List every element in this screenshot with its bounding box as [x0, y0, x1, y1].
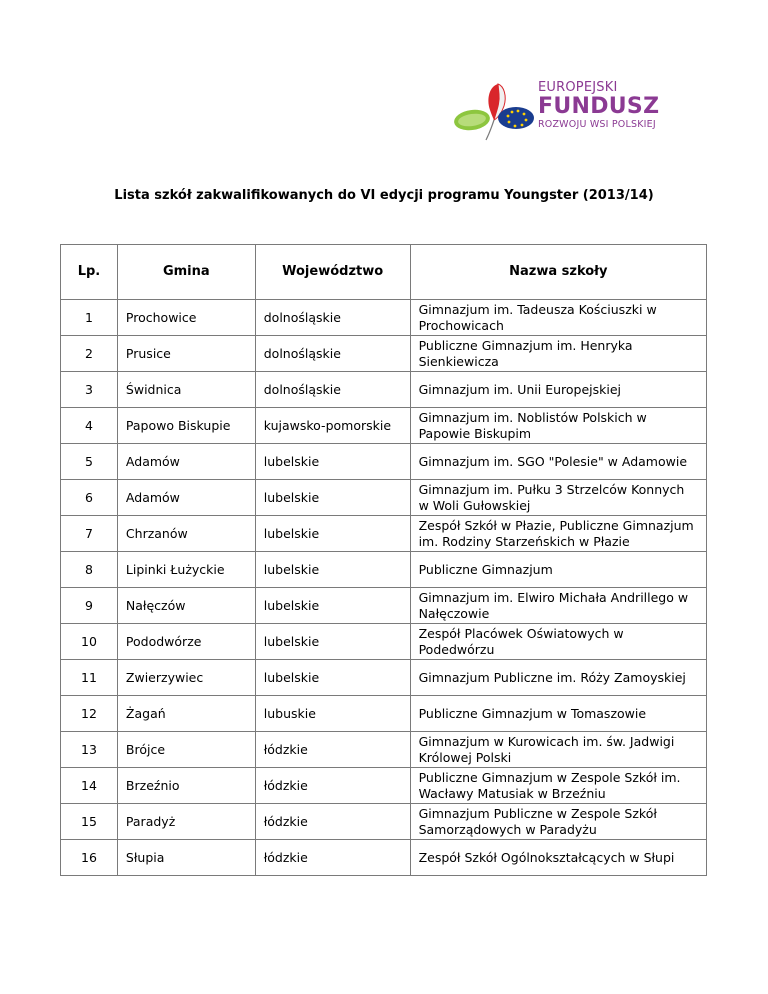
cell-lp: 1	[61, 300, 118, 336]
logo-line-rozwoju: ROZWOJU WSI POLSKIEJ	[538, 119, 656, 130]
cell-wojewodztwo: dolnośląskie	[255, 300, 410, 336]
cell-wojewodztwo: kujawsko-pomorskie	[255, 408, 410, 444]
cell-nazwa-szkoly: Publiczne Gimnazjum	[410, 552, 706, 588]
cell-lp: 3	[61, 372, 118, 408]
cell-wojewodztwo: lubelskie	[255, 444, 410, 480]
logo-line-fundusz: FUNDUSZ	[538, 94, 660, 119]
cell-wojewodztwo: łódzkie	[255, 804, 410, 840]
cell-wojewodztwo: lubelskie	[255, 480, 410, 516]
cell-gmina: Prusice	[117, 336, 255, 372]
cell-nazwa-szkoly: Zespół Szkół Ogólnokształcących w Słupi	[410, 840, 706, 876]
cell-nazwa-szkoly: Publiczne Gimnazjum w Zespole Szkół im. Wacławy Matusiak w Brzeźniu	[410, 768, 706, 804]
cell-nazwa-szkoly: Zespół Placówek Oświatowych w Podedwórzu	[410, 624, 706, 660]
cell-nazwa-szkoly: Publiczne Gimnazjum w Tomaszowie	[410, 696, 706, 732]
table-row	[61, 840, 707, 876]
cell-gmina: Brójce	[117, 732, 255, 768]
cell-lp: 7	[61, 516, 118, 552]
table-row	[61, 732, 707, 768]
cell-gmina: Paradyż	[117, 804, 255, 840]
cell-wojewodztwo: lubelskie	[255, 516, 410, 552]
cell-gmina: Pododwórze	[117, 624, 255, 660]
table-header-row	[61, 245, 707, 300]
cell-lp: 13	[61, 732, 118, 768]
table-row	[61, 444, 707, 480]
header-nazwa-szkoly: Nazwa szkoły	[410, 245, 706, 300]
schools-table	[60, 244, 707, 876]
cell-gmina: Zwierzywiec	[117, 660, 255, 696]
cell-wojewodztwo: lubelskie	[255, 624, 410, 660]
cell-nazwa-szkoly: Gimnazjum im. Pułku 3 Strzelców Konnych w Woli Gułowskiej	[410, 480, 706, 516]
cell-lp: 16	[61, 840, 118, 876]
cell-gmina: Papowo Biskupie	[117, 408, 255, 444]
cell-wojewodztwo: lubelskie	[255, 588, 410, 624]
table-row	[61, 552, 707, 588]
cell-wojewodztwo: lubelskie	[255, 660, 410, 696]
table-row	[61, 516, 707, 552]
table-row	[61, 768, 707, 804]
cell-wojewodztwo: lubelskie	[255, 552, 410, 588]
cell-gmina: Adamów	[117, 480, 255, 516]
cell-gmina: Brzeźnio	[117, 768, 255, 804]
table-row	[61, 660, 707, 696]
table-row	[61, 300, 707, 336]
cell-lp: 5	[61, 444, 118, 480]
table-row	[61, 804, 707, 840]
cell-lp: 11	[61, 660, 118, 696]
cell-lp: 10	[61, 624, 118, 660]
cell-lp: 8	[61, 552, 118, 588]
table-row	[61, 588, 707, 624]
cell-lp: 12	[61, 696, 118, 732]
table-row	[61, 696, 707, 732]
document-title: Lista szkół zakwalifikowanych do VI edycji programu Youngster (2013/14)	[114, 188, 654, 203]
header-gmina: Gmina	[117, 245, 255, 300]
cell-gmina: Słupia	[117, 840, 255, 876]
cell-lp: 15	[61, 804, 118, 840]
cell-gmina: Chrzanów	[117, 516, 255, 552]
cell-lp: 4	[61, 408, 118, 444]
cell-wojewodztwo: dolnośląskie	[255, 372, 410, 408]
cell-wojewodztwo: lubuskie	[255, 696, 410, 732]
cell-gmina: Żagań	[117, 696, 255, 732]
cell-nazwa-szkoly: Gimnazjum im. Tadeusza Kościuszki w Prochowicach	[410, 300, 706, 336]
cell-gmina: Prochowice	[117, 300, 255, 336]
cell-wojewodztwo: dolnośląskie	[255, 336, 410, 372]
cell-lp: 14	[61, 768, 118, 804]
table-row	[61, 624, 707, 660]
header-wojewodztwo: Województwo	[255, 245, 410, 300]
cell-nazwa-szkoly: Gimnazjum im. Unii Europejskiej	[410, 372, 706, 408]
cell-gmina: Świdnica	[117, 372, 255, 408]
cell-wojewodztwo: łódzkie	[255, 768, 410, 804]
cell-nazwa-szkoly: Publiczne Gimnazjum im. Henryka Sienkiewicza	[410, 336, 706, 372]
cell-nazwa-szkoly: Gimnazjum im. SGO "Polesie" w Adamowie	[410, 444, 706, 480]
cell-lp: 2	[61, 336, 118, 372]
header-lp: Lp.	[61, 245, 118, 300]
cell-nazwa-szkoly: Gimnazjum w Kurowicach im. św. Jadwigi Królowej Polski	[410, 732, 706, 768]
cell-nazwa-szkoly: Gimnazjum Publiczne w Zespole Szkół Samorządowych w Paradyżu	[410, 804, 706, 840]
logo-emblem-icon	[452, 80, 536, 142]
table-row	[61, 408, 707, 444]
cell-gmina: Nałęczów	[117, 588, 255, 624]
cell-gmina: Adamów	[117, 444, 255, 480]
cell-lp: 9	[61, 588, 118, 624]
table-row	[61, 336, 707, 372]
cell-nazwa-szkoly: Gimnazjum im. Noblistów Polskich w Papowie Biskupim	[410, 408, 706, 444]
cell-nazwa-szkoly: Gimnazjum Publiczne im. Róży Zamoyskiej	[410, 660, 706, 696]
cell-wojewodztwo: łódzkie	[255, 840, 410, 876]
efrwp-logo	[452, 80, 692, 142]
table-row	[61, 372, 707, 408]
cell-gmina: Lipinki Łużyckie	[117, 552, 255, 588]
logo-line-europejski: EUROPEJSKI	[538, 80, 618, 95]
cell-nazwa-szkoly: Gimnazjum im. Elwiro Michała Andrillego w Nałęczowie	[410, 588, 706, 624]
logo-wordmark	[538, 80, 659, 130]
cell-nazwa-szkoly: Zespół Szkół w Płazie, Publiczne Gimnazjum im. Rodziny Starzeńskich w Płazie	[410, 516, 706, 552]
cell-lp: 6	[61, 480, 118, 516]
cell-wojewodztwo: łódzkie	[255, 732, 410, 768]
table-row	[61, 480, 707, 516]
